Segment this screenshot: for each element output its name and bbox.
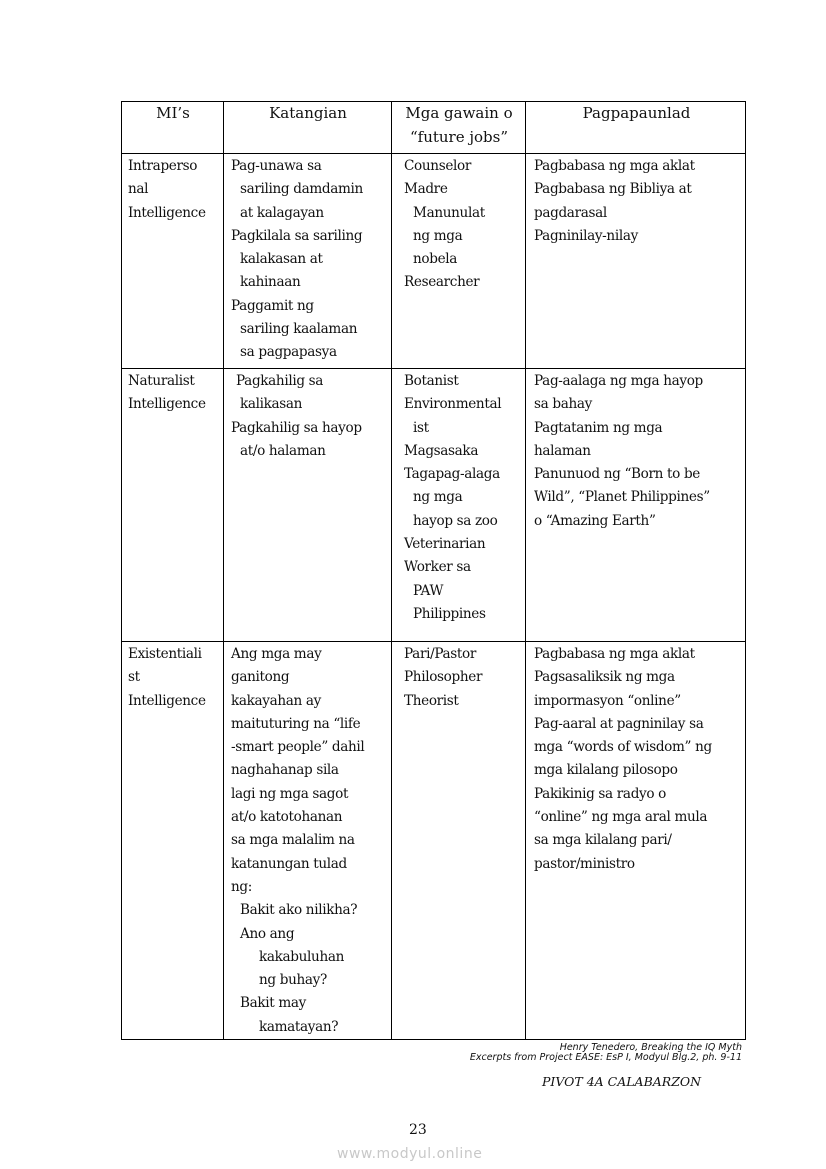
cell-line: Pag-unawa sa — [231, 158, 322, 174]
cell-line: kamatayan? — [259, 1018, 339, 1035]
cell-line: Magsasaka — [404, 442, 479, 459]
column-divider — [391, 102, 392, 1039]
cell-line: Pag-aaral at pagninilay sa — [534, 715, 704, 732]
row-divider — [122, 641, 745, 642]
cell-line: Pagsasaliksik ng mga — [534, 669, 675, 686]
cell-pagpapaunlad — [534, 370, 743, 533]
cell-line: sa mga malalim na — [231, 832, 355, 849]
header-text: Katangian — [269, 104, 347, 122]
mi-table — [121, 101, 746, 1040]
cell-line: at/o katotohanan — [231, 809, 343, 826]
cell-line: sa bahay — [534, 396, 592, 413]
cell-line: Bakit may — [240, 995, 306, 1012]
cell-line: pagdarasal — [534, 204, 607, 221]
cell-line: Pagbabasa ng mga aklat — [534, 646, 695, 662]
cell-line: nobela — [413, 251, 458, 268]
cell-line: sa pagpapasya — [240, 344, 337, 361]
citation-source: Excerpts from Project EASE: EsP I, Modyul Blg.2, ph. 9-11 — [469, 1052, 742, 1063]
cell-line: Environmental — [404, 396, 502, 413]
header-text: MI’s — [156, 104, 190, 122]
cell-line: kalikasan — [240, 396, 303, 413]
cell-line: lagi ng mga sagot — [231, 785, 349, 802]
cell-line: Madre — [404, 181, 448, 198]
cell-line: Existentiali — [128, 646, 202, 662]
cell-line: Philosopher — [404, 669, 483, 686]
cell-line: impormasyon “online” — [534, 692, 681, 709]
cell-line: Intelligence — [128, 692, 206, 709]
cell-line: sa mga kilalang pari/ — [534, 832, 672, 849]
cell-line: at kalagayan — [240, 204, 324, 221]
cell-line: ist — [413, 419, 429, 436]
cell-line: mga “words of wisdom” ng — [534, 739, 712, 756]
cell-line: Pagtatanim ng mga — [534, 419, 663, 436]
cell-line: Worker sa — [404, 559, 471, 576]
cell-line: Pakikinig sa radyo o — [534, 785, 667, 802]
row-divider — [122, 368, 745, 369]
cell-line: Ano ang — [240, 925, 295, 942]
cell-line: Pagninilay-nilay — [534, 227, 638, 244]
cell-line: ng mga — [413, 227, 463, 244]
cell-line: kahinaan — [240, 274, 301, 291]
page-number: 23 — [409, 1122, 427, 1138]
header-gawain — [392, 102, 526, 149]
cell-line: Intelligence — [128, 396, 206, 413]
cell-line: st — [128, 669, 140, 686]
cell-line: Naturalist — [128, 373, 195, 389]
header-mi — [122, 102, 224, 126]
cell-line: sariling damdamin — [240, 181, 363, 198]
cell-line: ng mga — [413, 489, 463, 506]
cell-line: Counselor — [404, 158, 471, 174]
cell-mi — [128, 370, 220, 417]
cell-line: Pagkahilig sa — [236, 373, 324, 389]
cell-line: pastor/ministro — [534, 855, 635, 872]
header-text: Mga gawain o — [405, 104, 513, 122]
cell-line: Pari/Pastor — [404, 646, 476, 662]
cell-line: Wild”, “Planet Philippines” — [534, 489, 710, 506]
header-pagpapaunlad — [526, 102, 747, 126]
cell-line: Pagkahilig sa hayop — [231, 419, 362, 436]
cell-line: Pag-aalaga ng mga hayop — [534, 373, 703, 389]
cell-line: kakabuluhan — [259, 948, 345, 965]
column-divider — [223, 102, 224, 1039]
citation-author: Henry Tenedero, Breaking the IQ Myth — [559, 1042, 742, 1053]
cell-line: Botanist — [404, 373, 459, 389]
cell-line: mga kilalang pilosopo — [534, 762, 678, 779]
cell-line: o “Amazing Earth” — [534, 512, 656, 529]
cell-pagpapaunlad — [534, 643, 743, 876]
cell-mi — [128, 643, 220, 713]
cell-line: Tagapag-alaga — [404, 466, 500, 483]
cell-katangian — [231, 643, 388, 1039]
cell-gawain — [404, 370, 522, 626]
cell-line: at/o halaman — [240, 442, 326, 459]
cell-line: Panunuod ng “Born to be — [534, 466, 701, 483]
cell-line: ng: — [231, 878, 252, 895]
cell-line: hayop sa zoo — [413, 512, 498, 529]
cell-line: Ang mga may — [231, 646, 322, 662]
cell-line: katanungan tulad — [231, 855, 347, 872]
cell-line: Pagbabasa ng Bibliya at — [534, 181, 692, 198]
cell-line: -smart people” dahil — [231, 739, 365, 756]
cell-line: maituturing na “life — [231, 715, 361, 732]
column-divider — [525, 102, 526, 1039]
cell-line: “online” ng mga aral mula — [534, 809, 708, 826]
cell-line: Theorist — [404, 692, 459, 709]
cell-line: ganitong — [231, 669, 290, 686]
cell-katangian — [231, 155, 388, 365]
cell-line: sariling kaalaman — [240, 321, 358, 338]
cell-gawain — [404, 643, 522, 713]
cell-line: Philippines — [413, 605, 486, 622]
cell-line: kakayahan ay — [231, 692, 321, 709]
citation — [470, 1043, 742, 1063]
cell-line: ng buhay? — [259, 972, 327, 989]
cell-line: Veterinarian — [404, 536, 486, 553]
cell-line: halaman — [534, 442, 591, 459]
cell-line: Paggamit ng — [231, 297, 314, 314]
header-text: Pagpapaunlad — [582, 104, 691, 122]
row-divider — [122, 153, 745, 154]
cell-line: nal — [128, 181, 149, 198]
cell-line: Pagbabasa ng mga aklat — [534, 158, 695, 174]
cell-line: naghahanap sila — [231, 762, 339, 779]
pivot-label: PIVOT 4A CALABARZON — [542, 1074, 702, 1089]
watermark: www.modyul.online — [337, 1146, 483, 1162]
header-katangian — [224, 102, 392, 126]
cell-line: Pagkilala sa sariling — [231, 227, 363, 244]
cell-line: Researcher — [404, 274, 480, 291]
cell-katangian — [231, 370, 388, 463]
cell-line: Intelligence — [128, 204, 206, 221]
header-text: “future jobs” — [409, 127, 509, 146]
cell-line: Bakit ako nilikha? — [240, 902, 358, 919]
cell-gawain — [404, 155, 522, 295]
cell-line: PAW — [413, 582, 444, 599]
cell-line: Manunulat — [413, 204, 485, 221]
cell-line: Intraperso — [128, 158, 198, 174]
cell-pagpapaunlad — [534, 155, 743, 248]
cell-line: kalakasan at — [240, 251, 323, 268]
cell-mi — [128, 155, 220, 225]
